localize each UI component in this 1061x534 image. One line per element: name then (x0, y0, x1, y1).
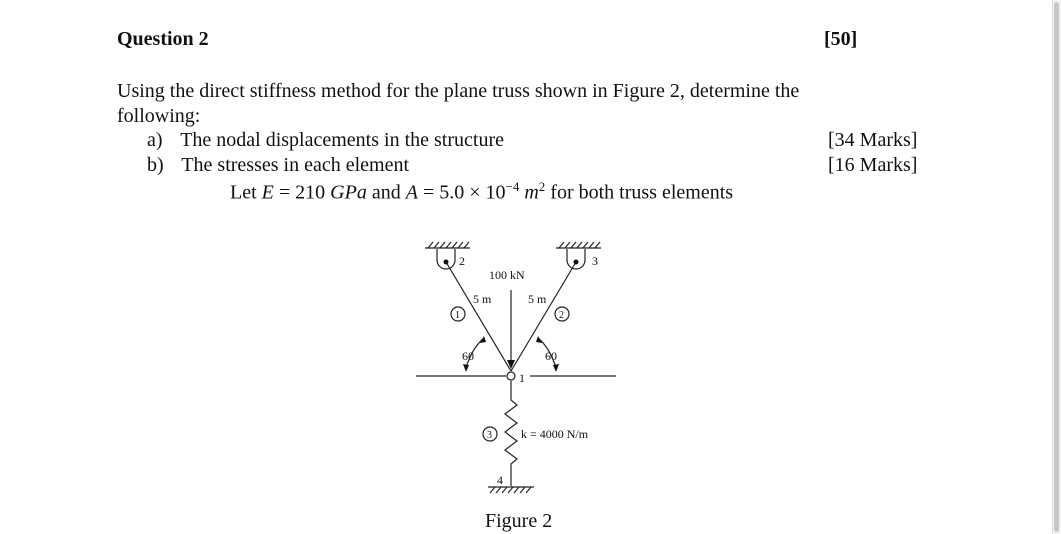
node-2-pin (444, 260, 449, 265)
angle-left-arrowhead-top (480, 336, 486, 343)
angle-left-arrowhead-bottom (463, 364, 469, 372)
element-3-number: 3 (487, 430, 492, 441)
node-4-label: 4 (497, 473, 503, 487)
question-total-marks: [50] (824, 28, 858, 50)
area-value: = 5.0 × 10 (422, 181, 506, 204)
length-left-label: 5 m (473, 292, 492, 306)
item-b-label: b) (147, 154, 164, 176)
item-a-text: The nodal displacements in the structure (180, 129, 504, 151)
node-3-label: 3 (592, 254, 598, 268)
angle-right-arrowhead-top (536, 336, 542, 343)
area-unit: m (524, 181, 539, 204)
node-2-label: 2 (459, 254, 465, 268)
question-intro: Using the direct stiffness method for the plane truss shown in Figure 2, determine the following: (117, 80, 800, 127)
given-prefix: Let (230, 181, 257, 204)
item-b-marks: [16 Marks] (828, 154, 918, 176)
figure-caption: Figure 2 (485, 510, 553, 532)
support-3-hatch (559, 242, 600, 248)
load-label: 100 kN (489, 268, 525, 282)
question-title: Question 2 (117, 28, 209, 50)
length-right-label: 5 m (528, 292, 547, 306)
item-a-marks: [34 Marks] (828, 129, 918, 151)
modulus-unit: GPa (330, 181, 367, 204)
given-and: and (371, 181, 401, 204)
node-1 (507, 372, 515, 380)
area-exponent: −4 (505, 179, 520, 194)
vertical-scrollbar[interactable] (1052, 0, 1061, 534)
element-1-number: 1 (455, 310, 460, 321)
support-4-hatch (490, 487, 531, 493)
angle-right-arrowhead-bottom (553, 364, 559, 372)
angle-left-label: 60 (462, 349, 474, 363)
angle-right-label: 60 (545, 349, 557, 363)
given-suffix: for both truss elements (550, 181, 734, 204)
item-a-label: a) (147, 129, 163, 151)
spring-label: k = 4000 N/m (521, 427, 589, 441)
modulus-symbol: E (261, 181, 274, 204)
support-2-hatch (428, 242, 469, 248)
support-3-pin (567, 249, 585, 269)
element-2-number: 2 (559, 310, 564, 321)
modulus-value: = 210 (278, 181, 326, 204)
spring-element (505, 381, 517, 486)
node-1-label: 1 (519, 371, 525, 385)
support-2-pin (437, 249, 455, 269)
scrollbar-thumb[interactable] (1054, 2, 1059, 532)
load-arrowhead (507, 360, 515, 369)
item-b-text: The stresses in each element (181, 154, 409, 176)
area-symbol: A (405, 181, 418, 204)
node-3-pin (574, 260, 579, 265)
area-unit-exponent: 2 (538, 179, 546, 194)
